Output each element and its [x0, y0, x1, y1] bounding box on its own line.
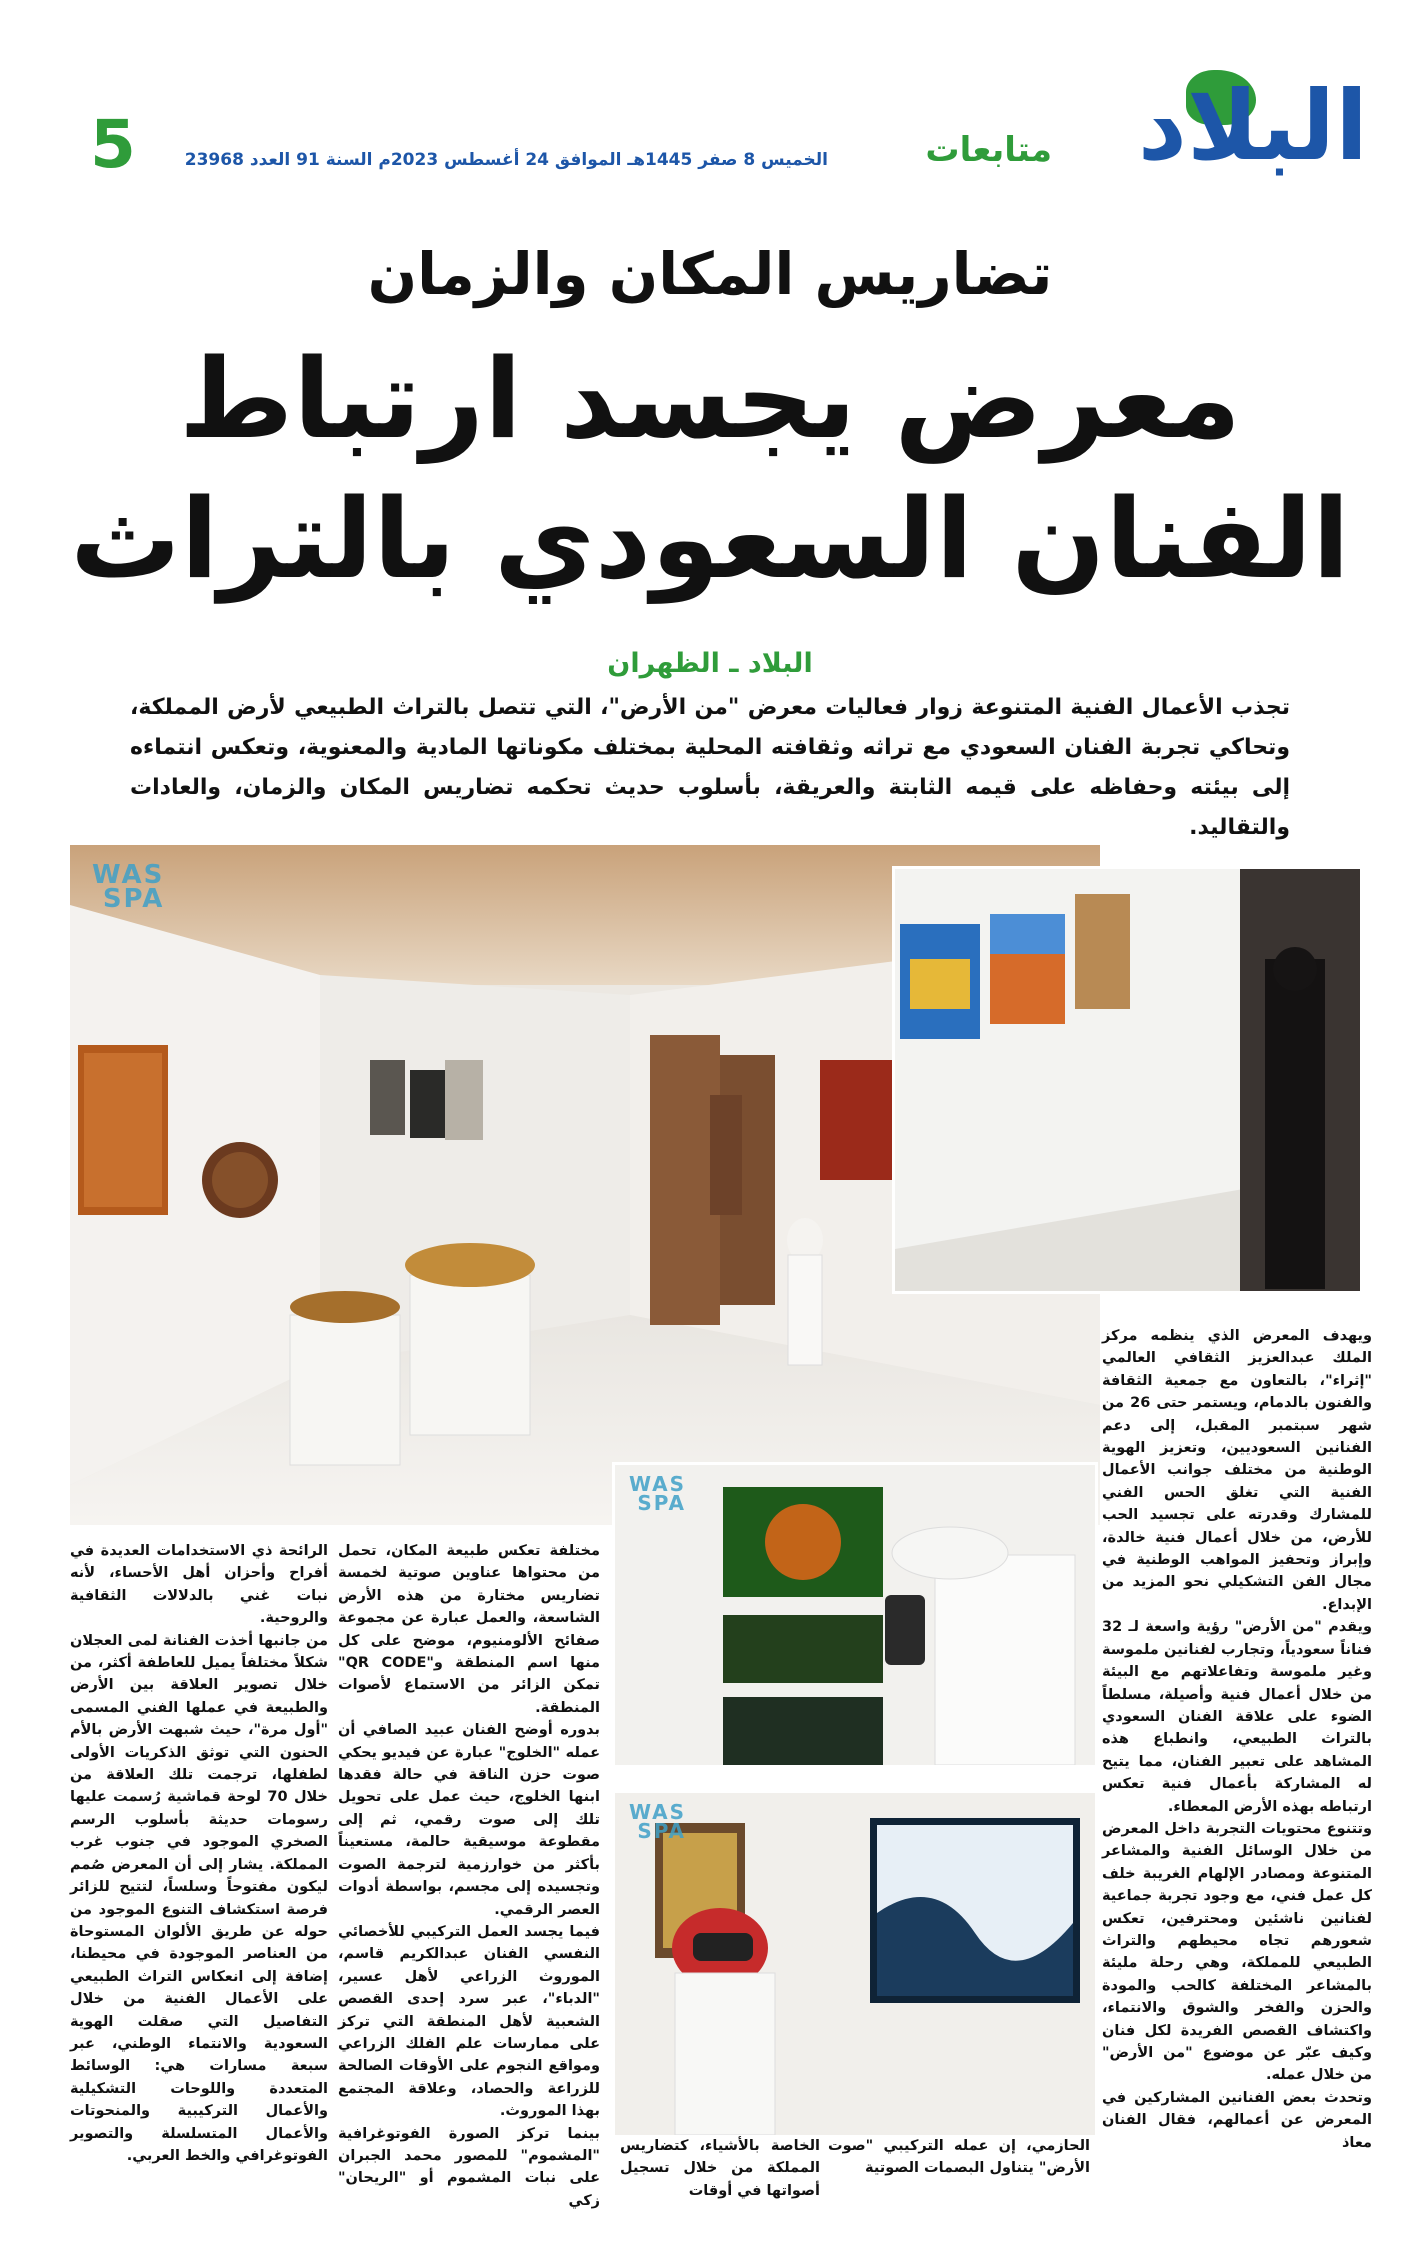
- paragraph: وتتنوع محتويات التجربة داخل المعرض من خلال الوسائل الفنية والمشاعر المتنوعة ومصادر الإلهام الغريبة خلف كل عمل فني، مع وجود تجربة جماعية لفنانين ناشئين ومحترفين، تعكس شعورهم تجاه محيطهم والتراث الطبيعي للمملكة، وهي رحلة مليئة بالمشاعر المختلفة كالحب والمودة والحزن والفخر والشوق والانتماء، واكتشاف القصص الفريدة لكل فنان وكيف عبّر عن موضوع "من الأرض" من خلال عمله.: [1102, 1820, 1372, 2084]
- article-column-3: [70, 1540, 328, 2167]
- byline: البلاد ـ الظهران: [607, 648, 813, 679]
- article-column-5: [620, 2135, 820, 2202]
- page-number: 5: [90, 106, 136, 183]
- newspaper-logo: [1108, 70, 1368, 220]
- paragraph: بدوره أوضح الفنان عبيد الصافي أن عمله "الخلوج" عبارة عن فيديو يحكي صوت حزن الناقة في حالة فقدها ابنها الخلوج، حيث عمل على تحويل تلك إلى صوت رقمي، ثم إلى مقطوعة موسيقية حالمة، مستعيناً بأكثر من خوارزمية لترجمة الصوت وتجسيده إلى مجسم، بواسطة أدوات العصر الرقمي.: [338, 1722, 600, 1918]
- paragraph: ويقدم "من الأرض" رؤية واسعة لـ 32 فناناً سعودياً، وتجارب لفنانين ملموسة وغير ملموسة وتفاعلاتهم مع البيئة من خلال أعمال فنية وأصيلة، مسلطاً الضوء على علاقة الفنان السعودي بالتراث الطبيعي، وانطباع هذه المشاهد على تعبير الفنان، مما يتيح له المشاركة بأعمال فنية تعكس ارتباطه بهذه الأرض المعطاء.: [1102, 1619, 1372, 1815]
- wasspa-watermark: WAS SPA: [92, 860, 165, 914]
- visitor-with-phone-photo: [612, 1462, 1098, 1768]
- phone-scan-illustration: [615, 1465, 1095, 1765]
- logo-text: البلاد: [1137, 70, 1368, 182]
- paragraph: الحازمي، إن عمله التركيبي "صوت الأرض" يتناول البصمات الصوتية: [828, 2138, 1090, 2177]
- paragraph: الخاصة بالأشياء، كتضاريس المملكة من خلال تسجيل أصواتها في أوقات: [620, 2138, 820, 2199]
- paragraph: الرائحة ذي الاستخدامات العديدة في أفراح وأحزان أهل الأحساء، لأنه نبات غني بالدلالات الثقافية والروحية.: [70, 1543, 328, 1627]
- visitor-photographing-photo: [892, 866, 1363, 1294]
- lead-paragraph: تجذب الأعمال الفنية المتنوعة زوار فعاليات معرض "من الأرض"، التي تتصل بالتراث الطبيعي لأرض المملكة، وتحاكي تجربة الفنان السعودي مع تراثه وثقافته المحلية بمختلف مكوناتها المادية والمعنوية، وتعكس انتماءه إلى بيئته وحفاظه على قيمه الثابتة والعريقة، بأسلوب حديث تحكمه تضاريس المكان والزمان، والعادات والتقاليد.: [130, 695, 1290, 840]
- gallery-wall-illustration: [895, 869, 1360, 1291]
- paragraph: من جانبها أخذت الفنانة لمى العجلان شكلاً مختلفاً يميل للعاطفة أكثر، من خلال تصوير العلاقة بين الأرض والطبيعة في عملها الفني المسمى "أول مرة"، حيث شبهت الأرض بالأم الحنون التي توثق الذكريات الأولى لطفلها، ترجمت تلك العلاقة من خلال 70 لوحة قماشية رُسمت عليها رسومات حديثة بأسلوب الرسم الصخري الموجود في جنوب غرب المملكة. يشار إلى أن المعرض صُمم ليكون مفتوحاً وسلساً، لتتيح للزائر فرصة استكشاف التنوع الموجود من حوله عن طريق الألوان المستوحاة من العناصر الموجودة في محيطنا، إضافة إلى انعكاس التراث الطبيعي على الأعمال الفنية من خلال التفاصيل التي صقلت الهوية السعودية والانتماء الوطني، عبر سبعة مسارات هي: الوسائط المتعددة واللوحات التشكيلية والأعمال التركيبية والمنحوتات والأعمال المتسلسلة والتصوير الفوتوغرافي والخط العربي.: [70, 1632, 329, 2164]
- paragraph: مختلفة تعكس طبيعة المكان، تحمل من محتواها عناوين صوتية لخمسة تضاريس مختارة من هذه الأرض الشاسعة، والعمل عبارة عن مجموعة صفائح الألومنيوم، موضح على كل منها اسم المنطقة و"QR CODE" تمكن الزائر من الاستماع لأصوات المنطقة.: [338, 1543, 601, 1716]
- paragraph: بينما تركز الصورة الفوتوغرافية "المشموم" للمصور محمد الجبران على نبات المشموم أو "الريحان" زكي: [338, 2125, 600, 2209]
- headline-line-1: معرض يجسد ارتباط: [178, 335, 1242, 463]
- wasspa-watermark: WAS SPA: [629, 1800, 687, 1843]
- dateline: الخميس 8 صفر 1445هـ الموافق 24 أغسطس 2023م السنة 91 العدد 23968: [184, 150, 828, 170]
- wasspa-watermark: WAS SPA: [629, 1472, 687, 1515]
- paragraph: ويهدف المعرض الذي ينظمه مركز الملك عبدالعزيز الثقافي العالمي "إثراء"، بالتعاون مع جمعية الثقافة والفنون بالدمام، ويستمر حتى 26 من شهر سبتمبر المقبل، إلى دعم الفنانين السعوديين، وتعزيز الهوية الوطنية من مختلف جوانب الأعمال الفنية التي تغلق الحس الفني للمشارك وقدرته على تجسيد الحب للأرض، من خلال أعمال فنية خالدة، وإبراز وتحفيز المواهب الوطنية في مجال الفن التشكيلي نحو المزيد من الإبداع.: [1102, 1328, 1373, 1613]
- article-column-4: [828, 2135, 1090, 2180]
- headline-kicker: تضاريس المكان والزمان: [367, 240, 1053, 308]
- paragraph: فيما يجسد العمل التركيبي للأخصائي النفسي الفنان عبدالكريم قاسم، الموروث الزراعي لأهل عسير، "الدباء"، عبر سرد إحدى القصص الشعبية لأهل المنطقة التي تركز على ممارسات علم الفلك الزراعي ومواقع النجوم على الأوقات الصالحة للزراعة والحصاد، وعلاقة المجتمع بهذا الموروث.: [338, 1923, 600, 2120]
- article-column-2: [338, 1540, 600, 2212]
- section-name: متابعات: [925, 130, 1052, 170]
- paragraph: وتحدث بعض الفنانين المشاركين في المعرض عن أعمالهم، فقال الفنان معاذ: [1102, 2089, 1372, 2151]
- headline-line-2: الفنان السعودي بالتراث: [70, 475, 1350, 603]
- article-column-1: [1102, 1325, 1372, 2154]
- headphones-illustration: [615, 1793, 1095, 2135]
- visitor-with-headphones-photo: [612, 1790, 1098, 2138]
